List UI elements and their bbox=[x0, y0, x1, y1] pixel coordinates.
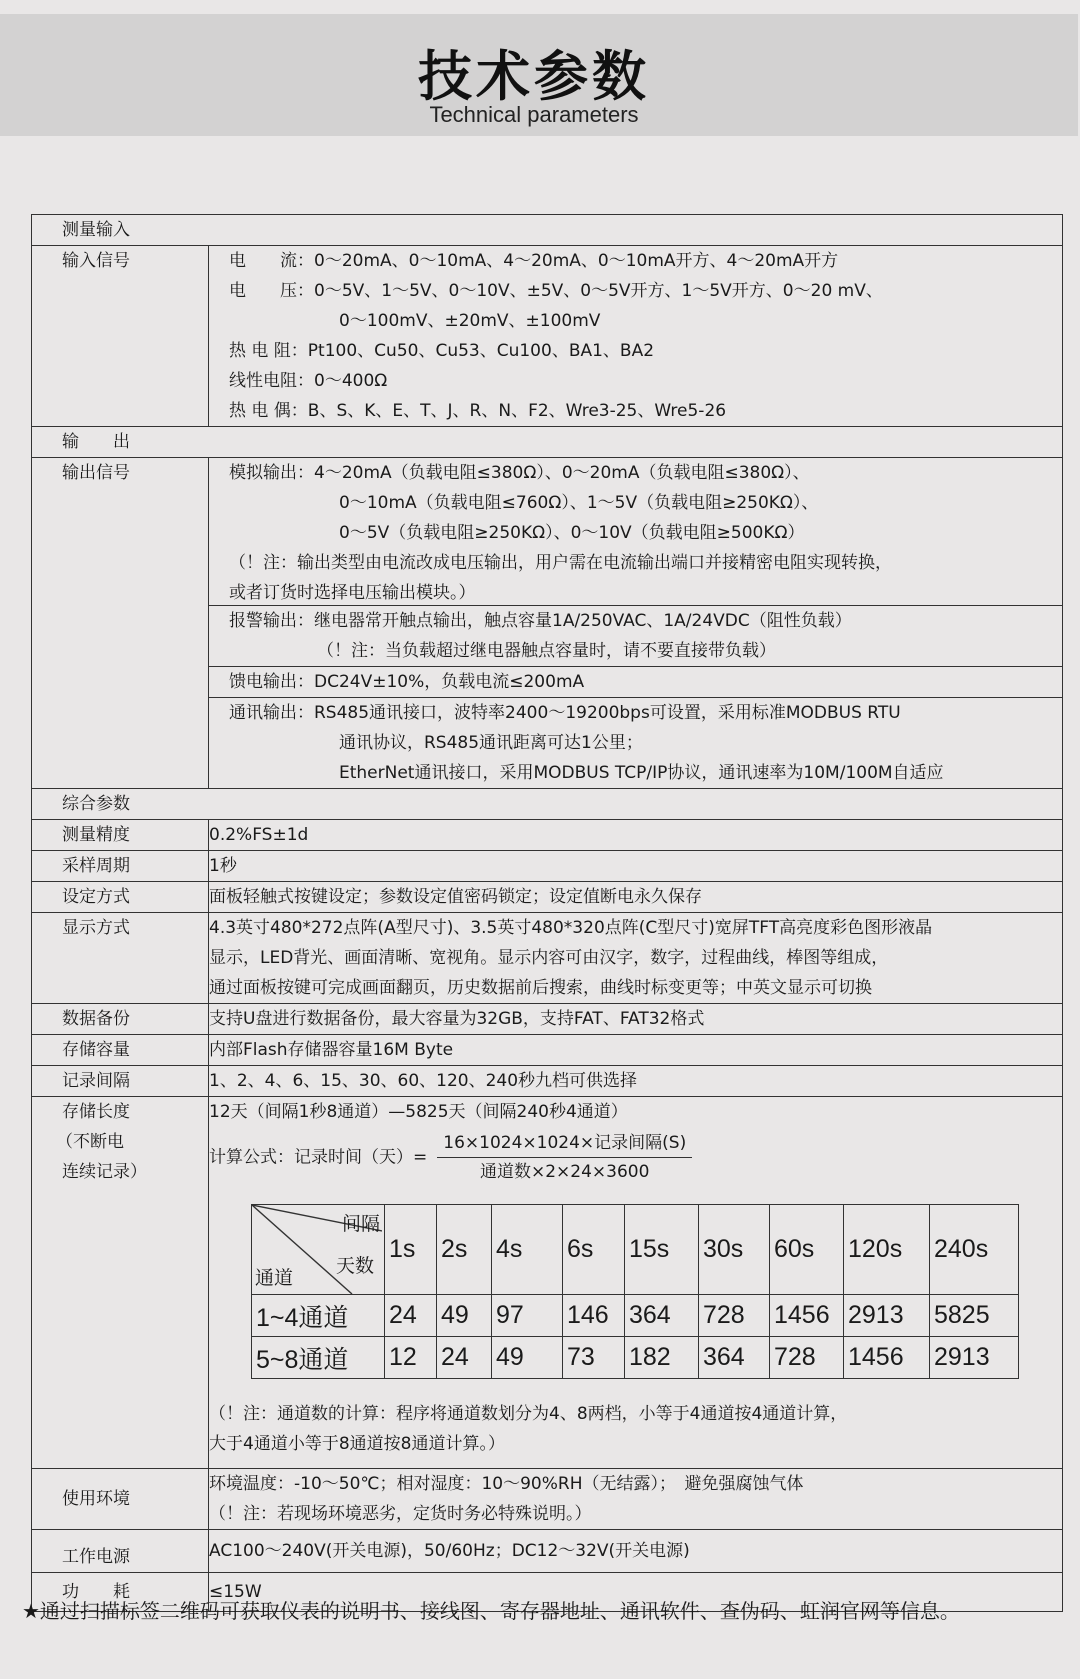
analog-note: （！注：输出类型由电流改成电压输出，用户需在电流输出端口并接精密电阻实现转换， bbox=[229, 553, 892, 573]
comm-line: 通讯输出：RS485通讯接口，波特率2400～19200bps可设置，采用标准MODBUS RTU bbox=[229, 703, 901, 723]
cell: 182 bbox=[625, 1337, 699, 1379]
display-line: 显示，LED背光、画面清晰、宽视角。显示内容可由汉字，数字，过程曲线，棒图等组成， bbox=[209, 948, 889, 968]
label-consumption: 功 耗 bbox=[32, 1573, 209, 1612]
input-linear: 线性电阻：0～400Ω bbox=[229, 371, 388, 391]
value-storage bbox=[209, 1097, 1063, 1469]
col-header: 6s bbox=[563, 1205, 625, 1295]
cell: 364 bbox=[625, 1295, 699, 1337]
env-line: 环境温度：-10～50℃；相对湿度：10～90%RH（无结露）； 避免强腐蚀气体 bbox=[209, 1474, 804, 1494]
analog-line: 0～10mA（负载电阻≤760Ω）、1～5V（负载电阻≥250KΩ）、 bbox=[339, 493, 819, 513]
env-note: （！注：若现场环境恶劣，定货时务必特殊说明。） bbox=[209, 1504, 592, 1524]
corner-channel: 通道 bbox=[255, 1267, 294, 1289]
value-accuracy: 0.2%FS±1d bbox=[209, 820, 1063, 851]
input-thermocouple: 热 电 偶：B、S、K、E、T、J、R、N、F2、Wre3-25、Wre5-26 bbox=[229, 401, 727, 421]
comm-output bbox=[209, 698, 1062, 788]
section-input: 测量输入 bbox=[32, 215, 1063, 246]
col-header: 4s bbox=[492, 1205, 563, 1295]
row-label: 5~8通道 bbox=[252, 1337, 385, 1379]
value-setting: 面板轻触式按键设定；参数设定值密码锁定；设定值断电永久保存 bbox=[209, 882, 1063, 913]
cell: 1456 bbox=[844, 1337, 930, 1379]
storage-formula bbox=[209, 1129, 1062, 1186]
cell: 728 bbox=[770, 1337, 844, 1379]
label-power: 工作电源 bbox=[32, 1530, 209, 1573]
value-interval: 1、2、4、6、15、30、60、120、240秒九档可供选择 bbox=[209, 1066, 1063, 1097]
formula-numerator: 16×1024×1024×记录间隔(S) bbox=[437, 1129, 692, 1158]
table-row bbox=[252, 1337, 1019, 1379]
cell: 146 bbox=[563, 1295, 625, 1337]
cell: 97 bbox=[492, 1295, 563, 1337]
analog-line: 模拟输出：4～20mA（负载电阻≤380Ω）、0～20mA（负载电阻≤380Ω）、 bbox=[229, 463, 810, 483]
alarm-note: （！注：当负载超过继电器触点容量时，请不要直接带负载） bbox=[317, 641, 776, 661]
cell: 49 bbox=[437, 1295, 492, 1337]
label-sampling: 采样周期 bbox=[32, 851, 209, 882]
col-header: 120s bbox=[844, 1205, 930, 1295]
header-banner bbox=[0, 14, 1078, 136]
page-title: 技术参数 bbox=[418, 45, 650, 108]
section-output: 输 出 bbox=[32, 427, 1063, 458]
value-consumption: ≤15W bbox=[209, 1573, 1063, 1612]
cell: 1456 bbox=[770, 1295, 844, 1337]
label-capacity: 存储容量 bbox=[32, 1035, 209, 1066]
analog-note: 或者订货时选择电压输出模块。） bbox=[229, 583, 476, 603]
corner-days: 天数 bbox=[335, 1255, 374, 1277]
analog-line: 0～5V（负载电阻≥250KΩ）、0～10V（负载电阻≥500KΩ） bbox=[339, 523, 805, 543]
corner-interval: 间隔 bbox=[341, 1213, 380, 1235]
label-accuracy: 测量精度 bbox=[32, 820, 209, 851]
label-storage bbox=[32, 1097, 209, 1469]
cell: 24 bbox=[385, 1295, 437, 1337]
value-sampling: 1秒 bbox=[209, 851, 1063, 882]
value-backup: 支持U盘进行数据备份，最大容量为32GB，支持FAT、FAT32格式 bbox=[209, 1004, 1063, 1035]
col-header: 30s bbox=[699, 1205, 770, 1295]
value-display bbox=[209, 913, 1063, 1004]
value-power: AC100～240V(开关电源)，50/60Hz；DC12～32V(开关电源) bbox=[209, 1530, 1063, 1573]
input-voltage: 电 压：0～5V、1～5V、0～10V、±5V、0～5V开方、1～5V开方、0～20 mV、 bbox=[229, 281, 883, 301]
col-header: 240s bbox=[930, 1205, 1019, 1295]
page-subtitle: Technical parameters bbox=[429, 102, 639, 127]
input-voltage-cont: 0～100mV、±20mV、±100mV bbox=[339, 311, 601, 331]
value-environment bbox=[209, 1469, 1063, 1530]
cell: 73 bbox=[563, 1337, 625, 1379]
label-backup: 数据备份 bbox=[32, 1004, 209, 1035]
alarm-line: 报警输出：继电器常开触点输出，触点容量1A/250VAC、1A/24VDC（阻性负载） bbox=[229, 611, 852, 631]
alarm-output bbox=[209, 606, 1062, 667]
storage-label-line: 连续记录） bbox=[62, 1162, 147, 1182]
storage-note: （！注：通道数的计算：程序将通道数划分为4、8两档，小等于4通道按4通道计算， bbox=[209, 1404, 848, 1424]
cell: 2913 bbox=[930, 1337, 1019, 1379]
comm-line: 通讯协议，RS485通讯距离可达1公里； bbox=[339, 733, 643, 753]
label-output-signal: 输出信号 bbox=[32, 458, 209, 789]
cell: 364 bbox=[699, 1337, 770, 1379]
col-header: 1s bbox=[385, 1205, 437, 1295]
label-setting: 设定方式 bbox=[32, 882, 209, 913]
analog-output bbox=[209, 458, 1062, 606]
spec-table bbox=[31, 214, 1063, 1612]
cell: 49 bbox=[492, 1337, 563, 1379]
label-input-signal: 输入信号 bbox=[32, 246, 209, 427]
col-header: 60s bbox=[770, 1205, 844, 1295]
input-current: 电 流：0～20mA、0～10mA、4～20mA、0～10mA开方、4～20mA开方 bbox=[229, 251, 839, 271]
storage-label-line: （不断电 bbox=[56, 1132, 124, 1152]
label-display: 显示方式 bbox=[32, 913, 209, 1004]
footer-note: ★通过扫描标签二维码可获取仪表的说明书、接线图、寄存器地址、通讯软件、查伪码、虹润官网等信息。 bbox=[22, 1599, 960, 1623]
formula-label: 计算公式：记录时间（天）= bbox=[209, 1147, 428, 1168]
cell: 5825 bbox=[930, 1295, 1019, 1337]
col-header: 2s bbox=[437, 1205, 492, 1295]
table-row bbox=[252, 1295, 1019, 1337]
cell: 728 bbox=[699, 1295, 770, 1337]
feed-output: 馈电输出：DC24V±10%，负载电流≤200mA bbox=[209, 667, 1062, 698]
storage-range: 12天（间隔1秒8通道）—5825天（间隔240秒4通道） bbox=[209, 1102, 628, 1122]
value-capacity: 内部Flash存储器容量16M Byte bbox=[209, 1035, 1063, 1066]
formula-denominator: 通道数×2×24×3600 bbox=[480, 1162, 650, 1182]
cell: 12 bbox=[385, 1337, 437, 1379]
row-label: 1~4通道 bbox=[252, 1295, 385, 1337]
display-line: 通过面板按键可完成画面翻页，历史数据前后搜索，曲线时标变更等；中英文显示可切换 bbox=[209, 978, 872, 998]
storage-note: 大于4通道小等于8通道按8通道计算。） bbox=[209, 1434, 505, 1454]
display-line: 4.3英寸480*272点阵(A型尺寸)、3.5英寸480*320点阵(C型尺寸)宽屏TFT高亮度彩色图形液晶 bbox=[209, 918, 933, 938]
cell: 2913 bbox=[844, 1295, 930, 1337]
comm-line: EtherNet通讯接口，采用MODBUS TCP/IP协议，通讯速率为10M/100M自适应 bbox=[339, 763, 944, 783]
cell: 24 bbox=[437, 1337, 492, 1379]
col-header: 15s bbox=[625, 1205, 699, 1295]
label-interval: 记录间隔 bbox=[32, 1066, 209, 1097]
input-rtd: 热 电 阻：Pt100、Cu50、Cu53、Cu100、BA1、BA2 bbox=[229, 341, 655, 361]
section-general: 综合参数 bbox=[32, 789, 1063, 820]
label-environment: 使用环境 bbox=[32, 1469, 209, 1530]
storage-label-line: 存储长度 bbox=[62, 1102, 130, 1122]
corner-header bbox=[252, 1205, 385, 1295]
storage-days-table bbox=[251, 1204, 1019, 1379]
